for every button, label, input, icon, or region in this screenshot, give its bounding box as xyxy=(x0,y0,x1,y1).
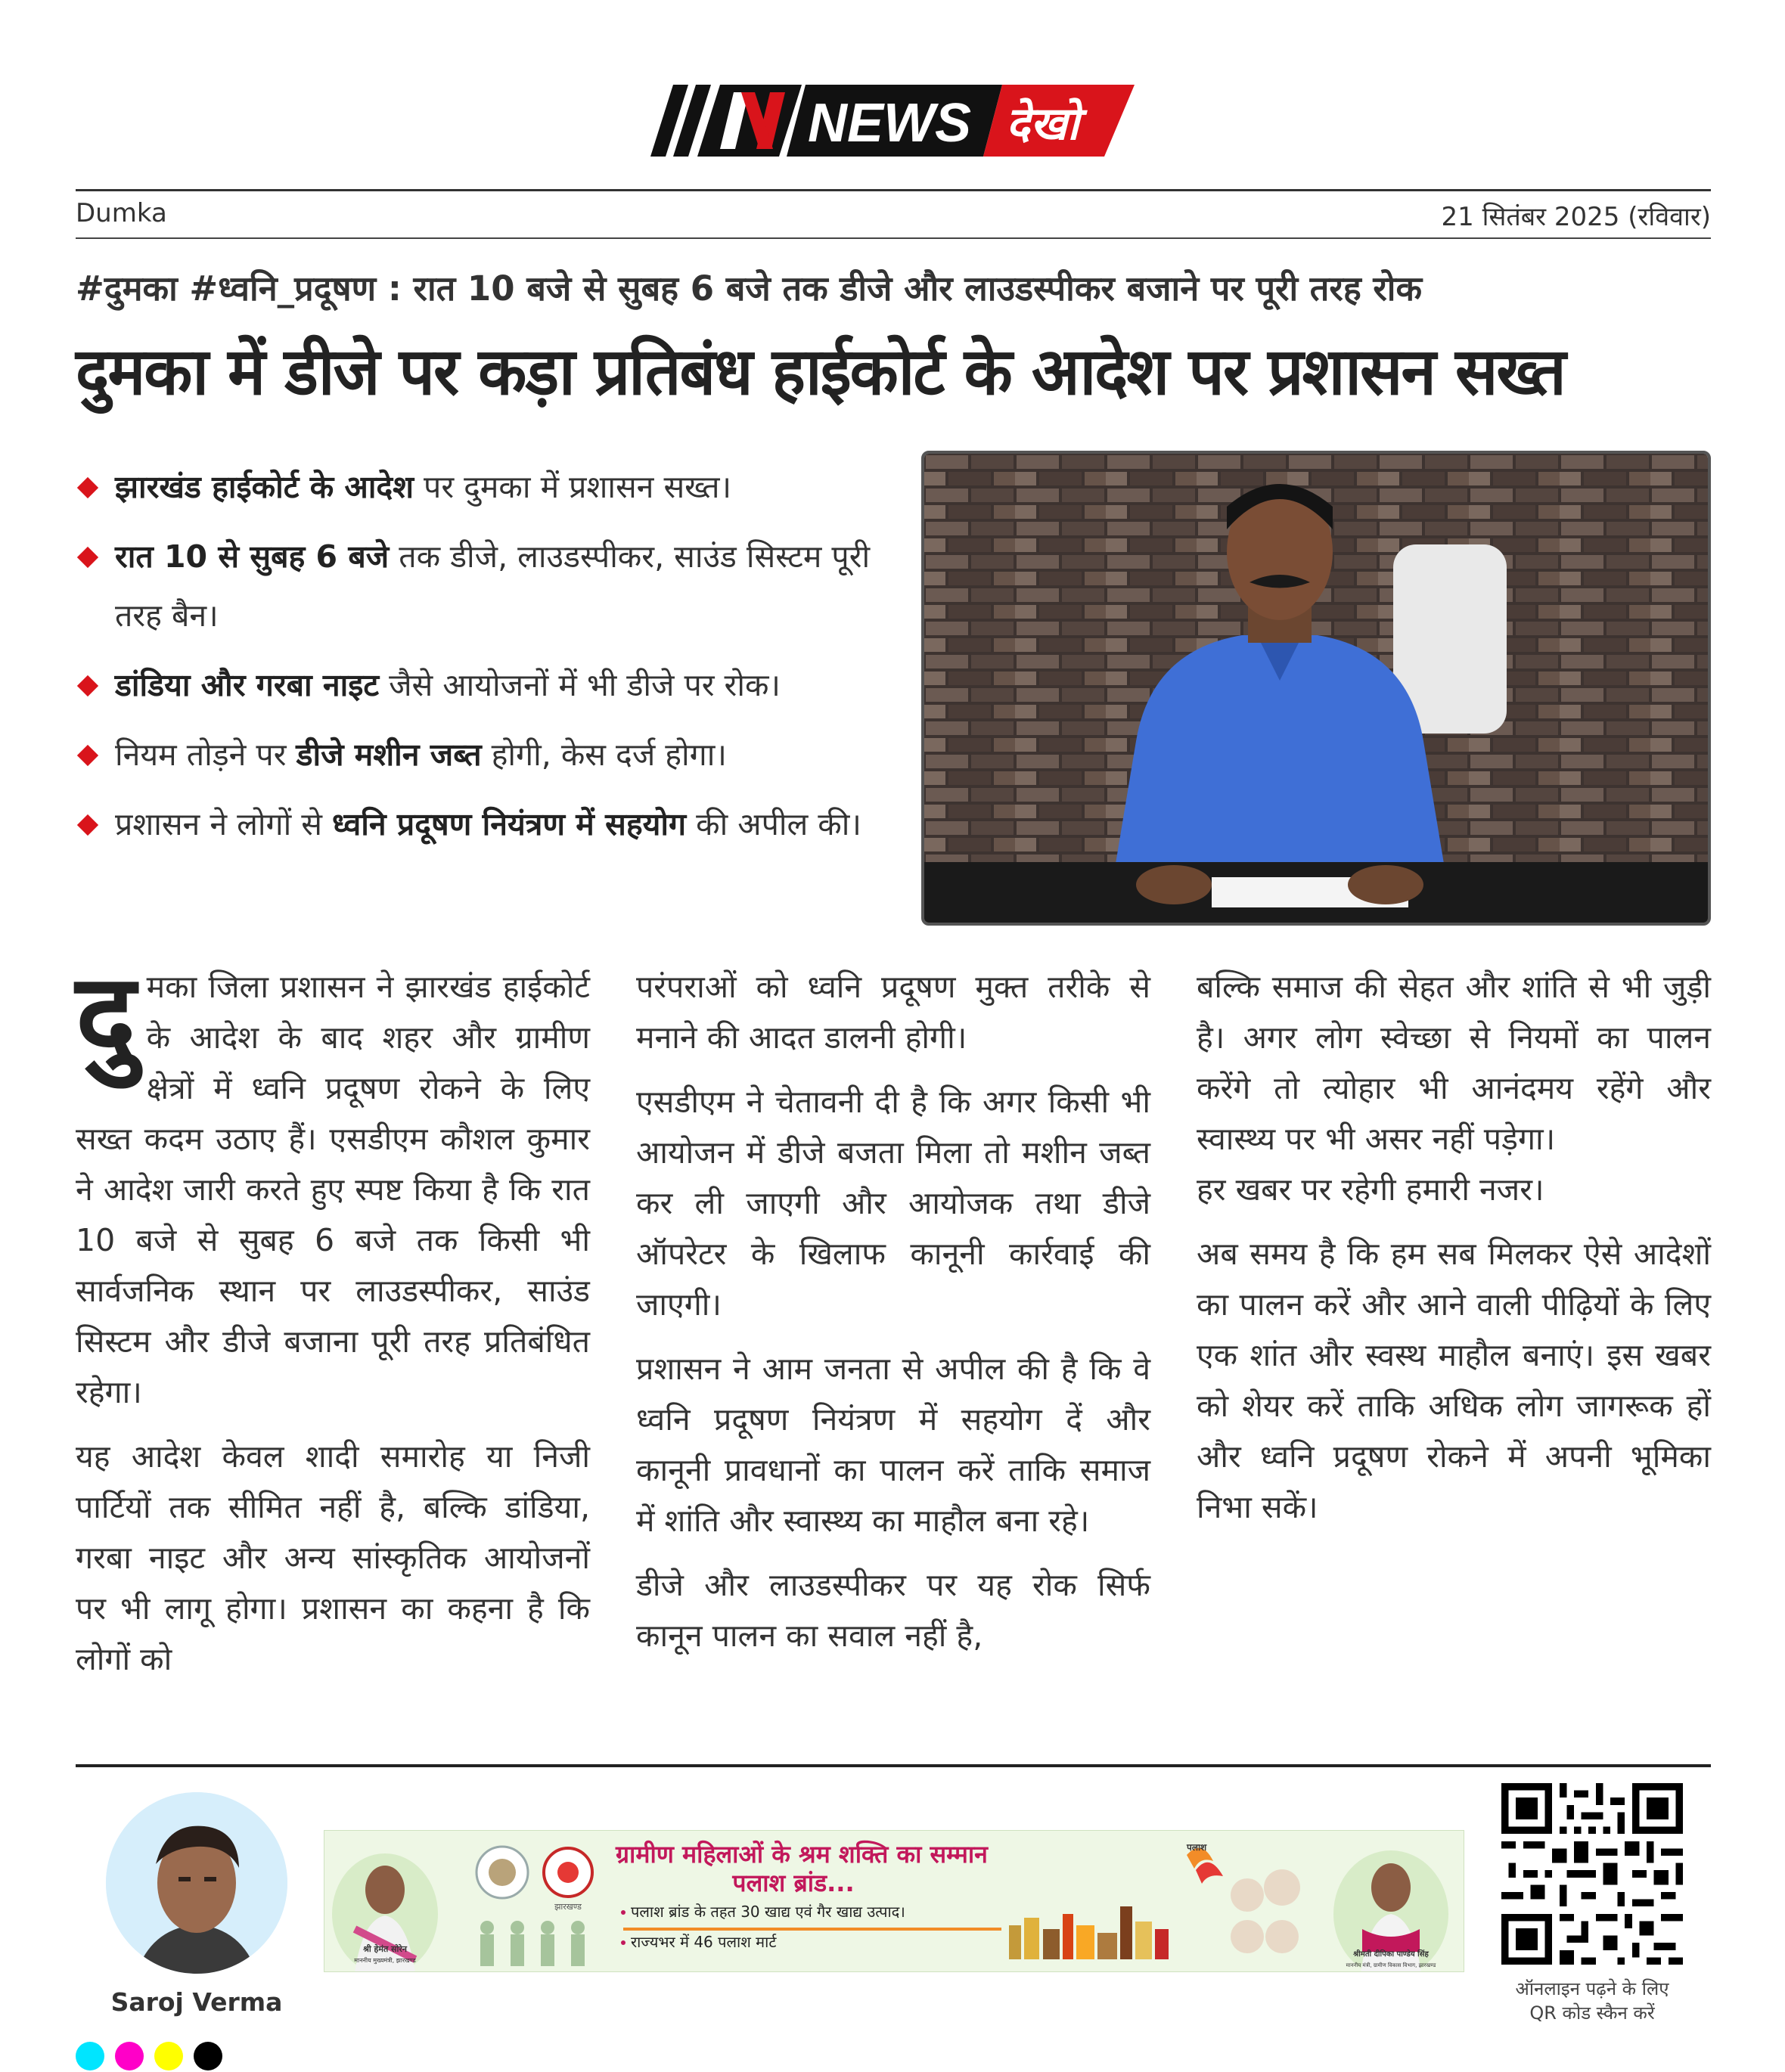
body-paragraph: डीजे और लाउडस्पीकर पर यह रोक सिर्फ कानून पालन का सवाल नहीं है, xyxy=(636,1567,1150,1654)
qr-caption xyxy=(1467,1977,1717,2025)
body-column-3 xyxy=(1197,962,1711,1546)
highlight-text: पर दुमका में प्रशासन सख्त। xyxy=(414,469,731,505)
highlight-text: जैसे आयोजनों में भी डीजे पर रोक। xyxy=(379,667,781,703)
highlight-text: नियम तोड़ने पर xyxy=(115,737,296,773)
logo-news-text: NEWS xyxy=(808,93,971,154)
dropcap: दु xyxy=(76,950,136,1081)
author-avatar[interactable] xyxy=(106,1792,287,1974)
highlight-bold: रात 10 से सुबह 6 बजे xyxy=(115,538,390,575)
article-kicker: #दुमका #ध्वनि_प्रदूषण : रात 10 बजे से सुबह 6 बजे तक डीजे और लाउडस्पीकर बजाने पर पूरी तरह रोक xyxy=(76,268,1423,309)
highlight-bold: डीजे मशीन जब्त xyxy=(296,737,482,773)
ad-left-caption-name: श्री हेमंत सोरेन xyxy=(363,1944,407,1954)
ad-title-line2: पलाश ब्रांड... xyxy=(732,1869,855,1897)
ad-right-caption-name: श्रीमती दीपिका पाण्डेय सिंह xyxy=(1353,1950,1429,1959)
footer-rule xyxy=(76,1764,1711,1767)
article-body xyxy=(76,950,1711,1733)
highlight-item xyxy=(76,458,908,516)
masthead-rule-top xyxy=(76,189,1711,191)
body-paragraph: यह आदेश केवल शादी समारोह या निजी पार्टियों तक सीमित नहीं है, बल्कि डांडिया, गरबा नाइट और अन्य सांस्कृतिक आयोजनों पर भी लागू होगा। प्रशासन का कहना है कि लोगों को xyxy=(76,1438,590,1677)
highlight-item xyxy=(76,725,908,784)
bullet-diamond-icon xyxy=(77,745,98,766)
body-paragraph xyxy=(76,950,590,1418)
qr-code[interactable] xyxy=(1501,1783,1683,1965)
body-column-1 xyxy=(76,950,590,1698)
highlights-list xyxy=(76,458,908,864)
highlight-text: की अपील की। xyxy=(686,806,861,842)
registration-dot-black xyxy=(194,2042,222,2070)
author-portrait xyxy=(106,1792,287,1974)
ad-right-caption-title: माननीय मंत्री, ग्रामीण विकास विभाग, झारखण्ड xyxy=(1346,1962,1436,1968)
bullet-diamond-icon xyxy=(77,675,98,696)
news-dekho-logo[interactable] xyxy=(650,85,1135,160)
article-headline: दुमका में डीजे पर कड़ा प्रतिबंध हाईकोर्ट के आदेश पर प्रशासन सख्त xyxy=(76,334,1565,410)
highlight-item xyxy=(76,795,908,854)
ad-point-1: पलाश ब्रांड के तहत 30 खाद्य एवं गैर खाद्य उत्पाद। xyxy=(631,1903,905,1921)
masthead-rule-bottom xyxy=(76,237,1711,239)
body-paragraph: हर खबर पर रहेगी हमारी नजर। xyxy=(1197,1171,1544,1208)
highlight-bold: झारखंड हाईकोर्ट के आदेश xyxy=(115,469,414,505)
palash-advertisement[interactable] xyxy=(324,1830,1464,1972)
registration-marks xyxy=(76,2042,233,2072)
article-photo[interactable] xyxy=(921,451,1711,926)
body-paragraph: अब समय है कि हम सब मिलकर ऐसे आदेशों का पालन करें और आने वाली पीढ़ियों के लिए एक शांत और स्वस्थ माहौल बनाएं। इस खबर को शेयर करें ताकि अधिक लोग जागरूक हों और ध्वनि प्रदूषण रोकने में अपनी भूमिका निभा सकें। xyxy=(1197,1236,1711,1525)
dateline-place: Dumka xyxy=(76,198,167,228)
highlight-text: होगी, केस दर्ज होगा। xyxy=(481,737,727,773)
ad-emblem-caption: झारखण्ड xyxy=(554,1902,582,1912)
qr-caption-line-1: ऑनलाइन पढ़ने के लिए xyxy=(1515,1978,1669,1999)
bullet-diamond-icon xyxy=(77,547,98,568)
paragraph-text: मका जिला प्रशासन ने झारखंड हाईकोर्ट के आदेश के बाद शहर और ग्रामीण क्षेत्रों में ध्वनि प्रदूषण रोकने के लिए सख्त कदम उठाए हैं। एसडीएम कौशल कुमार ने आदेश जारी करते हुए स्पष्ट किया है कि रात 10 बजे से सुबह 6 बजे तक किसी भी सार्वजनिक स्थान पर लाउडस्पीकर, साउंड सिस्टम और डीजे बजाना पूरी तरह प्रतिबंधित रहेगा। xyxy=(76,969,590,1410)
registration-dot-yellow xyxy=(154,2042,183,2070)
highlight-bold: डांडिया और गरबा नाइट xyxy=(115,667,380,703)
author-name: Saroj Verma xyxy=(110,1987,283,2017)
masthead xyxy=(0,0,1785,181)
highlight-text: प्रशासन ने लोगों से xyxy=(115,806,333,842)
highlight-bold: ध्वनि प्रदूषण नियंत्रण में सहयोग xyxy=(332,806,687,842)
dateline-date: 21 सितंबर 2025 (रविवार) xyxy=(1441,202,1711,232)
highlight-item xyxy=(76,656,908,715)
highlight-item xyxy=(76,527,908,645)
qr-caption-line-2: QR कोड स्कैन करें xyxy=(1529,2002,1655,2024)
bullet-diamond-icon xyxy=(77,477,98,498)
ad-brand-tag: पलाश xyxy=(1187,1842,1207,1853)
logo-dekho-text: देखो xyxy=(1006,98,1079,150)
registration-dot-cyan xyxy=(76,2042,104,2070)
ad-title-line1: ग्रामीण महिलाओं के श्रम शक्ति का सम्मान xyxy=(616,1840,988,1869)
body-column-2 xyxy=(636,962,1150,1675)
body-paragraph: प्रशासन ने आम जनता से अपील की है कि वे ध्वनि प्रदूषण नियंत्रण में सहयोग दें और कानूनी प्रावधानों का पालन करें ताकि समाज में शांति और स्वास्थ्य का माहौल बना रहे। xyxy=(636,1351,1150,1539)
bullet-diamond-icon xyxy=(77,814,98,836)
ad-artwork xyxy=(324,1831,1464,1972)
body-paragraph: बल्कि समाज की सेहत और शांति से भी जुड़ी है। अगर लोग स्वेच्छा से नियमों का पालन करेंगे तो त्योहार भी आनंदमय रहेंगे और स्वास्थ्य पर भी असर नहीं पड़ेगा। xyxy=(1197,969,1711,1157)
ad-point-2: राज्यभर में 46 पलाश मार्ट xyxy=(631,1933,777,1951)
ad-left-caption-title: माननीय मुख्यमंत्री, झारखण्ड xyxy=(354,1957,416,1964)
official-photo-illustration xyxy=(924,454,1708,923)
body-paragraph: परंपराओं को ध्वनि प्रदूषण मुक्त तरीके से मनाने की आदत डालनी होगी। xyxy=(636,969,1150,1056)
dateline xyxy=(76,198,1711,231)
registration-dot-magenta xyxy=(115,2042,144,2070)
highlight-text: तक डीजे, लाउडस्पीकर, साउंड सिस्टम पूरी तरह बैन। xyxy=(115,538,871,634)
body-paragraph: एसडीएम ने चेतावनी दी है कि अगर किसी भी आयोजन में डीजे बजता मिला तो मशीन जब्त कर ली जाएगी और आयोजक तथा डीजे ऑपरेटर के खिलाफ कानूनी कार्रवाई की जाएगी। xyxy=(636,1084,1150,1323)
